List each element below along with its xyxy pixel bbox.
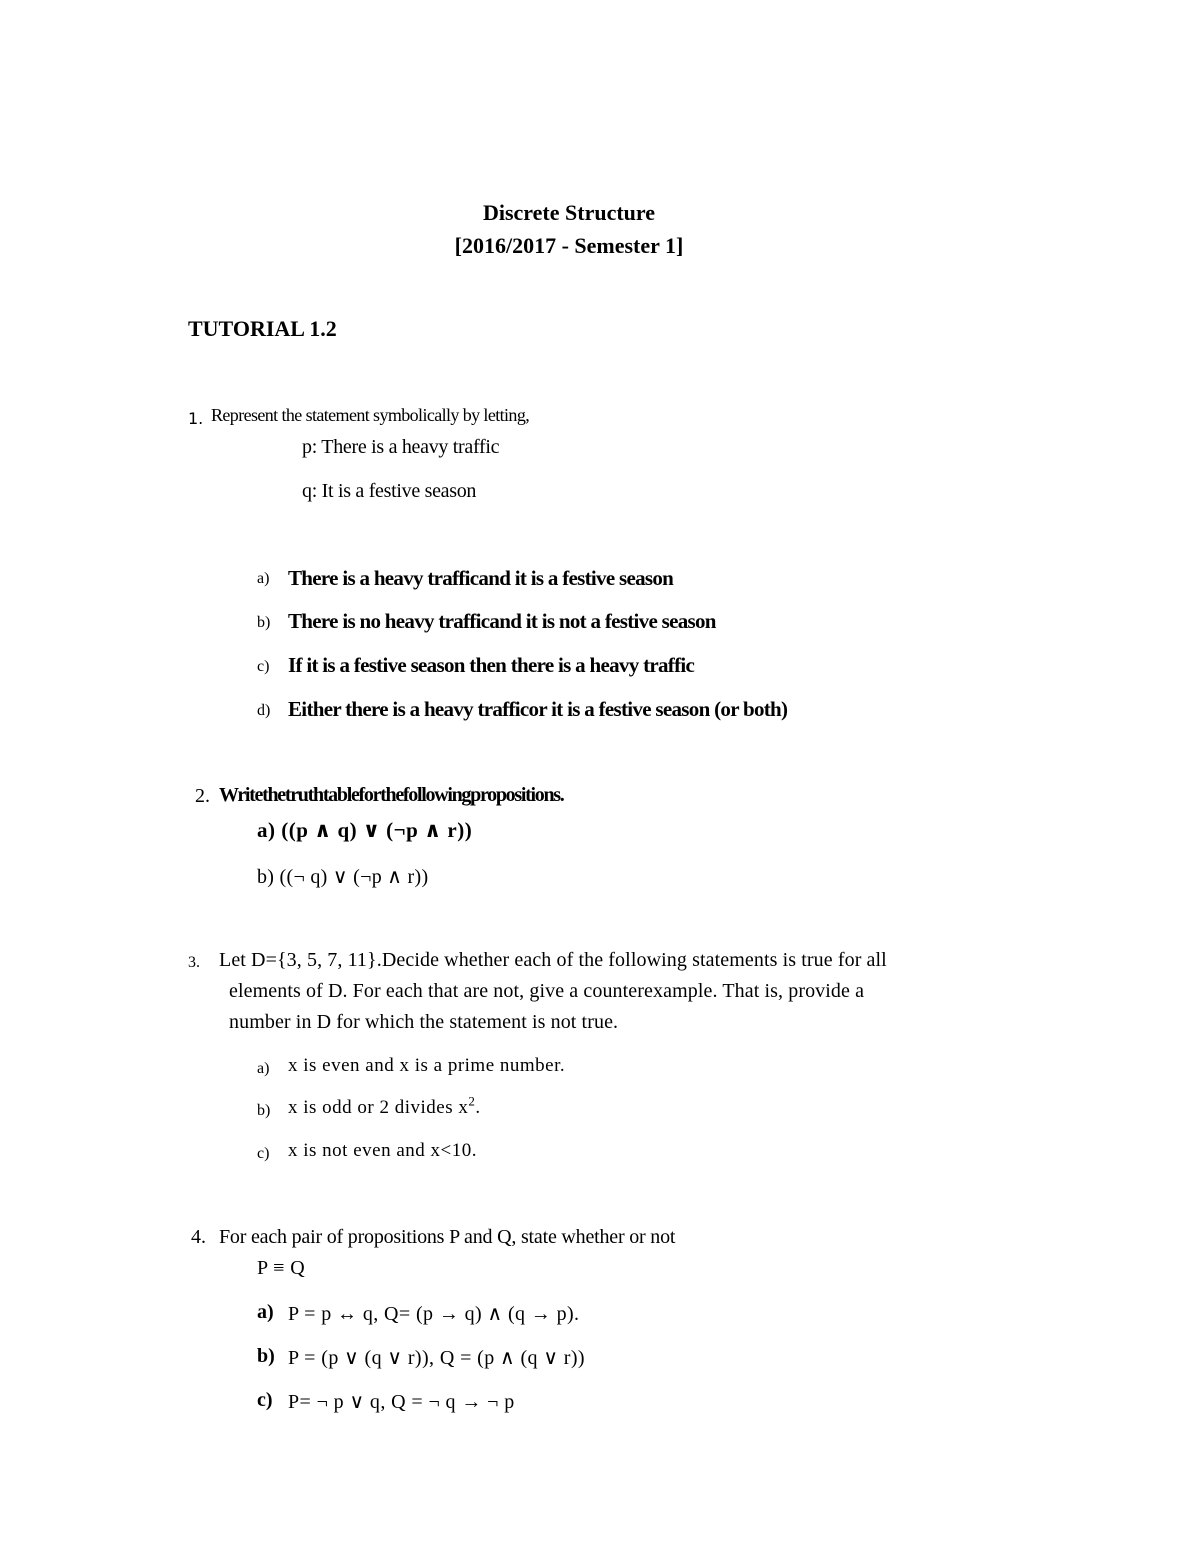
q4-number: 4. xyxy=(191,1226,206,1248)
q3-item-label: b) xyxy=(257,1102,271,1119)
q1-item-label: a) xyxy=(257,570,270,587)
q1-item-text: Either there is a heavy trafficor it is a festive season (or both) xyxy=(288,697,788,721)
q4-item-label: a) xyxy=(257,1301,274,1323)
tutorial-title: TUTORIAL 1.2 xyxy=(188,316,337,341)
course-session: [2016/2017 - Semester 1] xyxy=(454,233,684,258)
q2-item-b: b) ((¬ q) ∨ (¬p ∧ r)) xyxy=(257,866,429,888)
q4-item-label: c) xyxy=(257,1389,273,1411)
q1-item-text: If it is a festive season then there is a heavy traffic xyxy=(288,653,695,677)
q3-item-text: x is not even and x<10. xyxy=(288,1140,477,1161)
q3-item-label: c) xyxy=(257,1145,270,1162)
q3-number: 3. xyxy=(188,954,200,971)
q1-item-text: There is no heavy trafficand it is not a festive season xyxy=(288,609,716,633)
course-title: Discrete Structure xyxy=(482,200,656,225)
q1-item-label: d) xyxy=(257,702,271,719)
q4-item-text: P = (p ∨ (q ∨ r)), Q = (p ∧ (q ∨ r)) xyxy=(288,1347,585,1369)
q3-line: Let D={3, 5, 7, 11}.Decide whether each of the following statements is true for all xyxy=(219,949,887,971)
q3-item-b-text: x is odd or 2 divides x xyxy=(288,1097,469,1118)
q4-text: For each pair of propositions P and Q, state whether or not xyxy=(219,1226,676,1248)
q3-line: elements of D. For each that are not, give a counterexample. That is, provide a xyxy=(229,980,865,1002)
q4-equiv: P ≡ Q xyxy=(257,1257,306,1279)
q4-item-text: P = p ↔ q, Q= (p → q) ∧ (q → p). xyxy=(288,1303,580,1325)
q2-text: Writethetruthtableforthefollowingpropositions. xyxy=(219,784,564,806)
q1-item-label: b) xyxy=(257,614,271,631)
q1-number: 1. xyxy=(188,409,204,428)
q2-item-a: a) ((p ∧ q) ∨ (¬p ∧ r)) xyxy=(257,818,473,842)
q4-item-label: b) xyxy=(257,1345,275,1367)
q3-item-text: x is even and x is a prime number. xyxy=(288,1055,566,1076)
q3-item-label: a) xyxy=(257,1060,270,1077)
q3-line: number in D for which the statement is not true. xyxy=(229,1011,619,1033)
q1-text: Represent the statement symbolically by letting, xyxy=(211,405,530,425)
q1-item-text: There is a heavy trafficand it is a festive season xyxy=(288,566,674,590)
q3-item-b-exponent: 2 xyxy=(468,1093,476,1109)
q2-number: 2. xyxy=(195,785,210,807)
q1-def-p: p: There is a heavy traffic xyxy=(302,436,500,458)
q1-def-q: q: It is a festive season xyxy=(302,480,477,502)
q3-item-b-period: . xyxy=(475,1097,481,1118)
q3-item-text xyxy=(288,1093,481,1119)
q4-item-text: P= ¬ p ∨ q, Q = ¬ q → ¬ p xyxy=(288,1391,515,1413)
q1-item-label: c) xyxy=(257,658,270,675)
